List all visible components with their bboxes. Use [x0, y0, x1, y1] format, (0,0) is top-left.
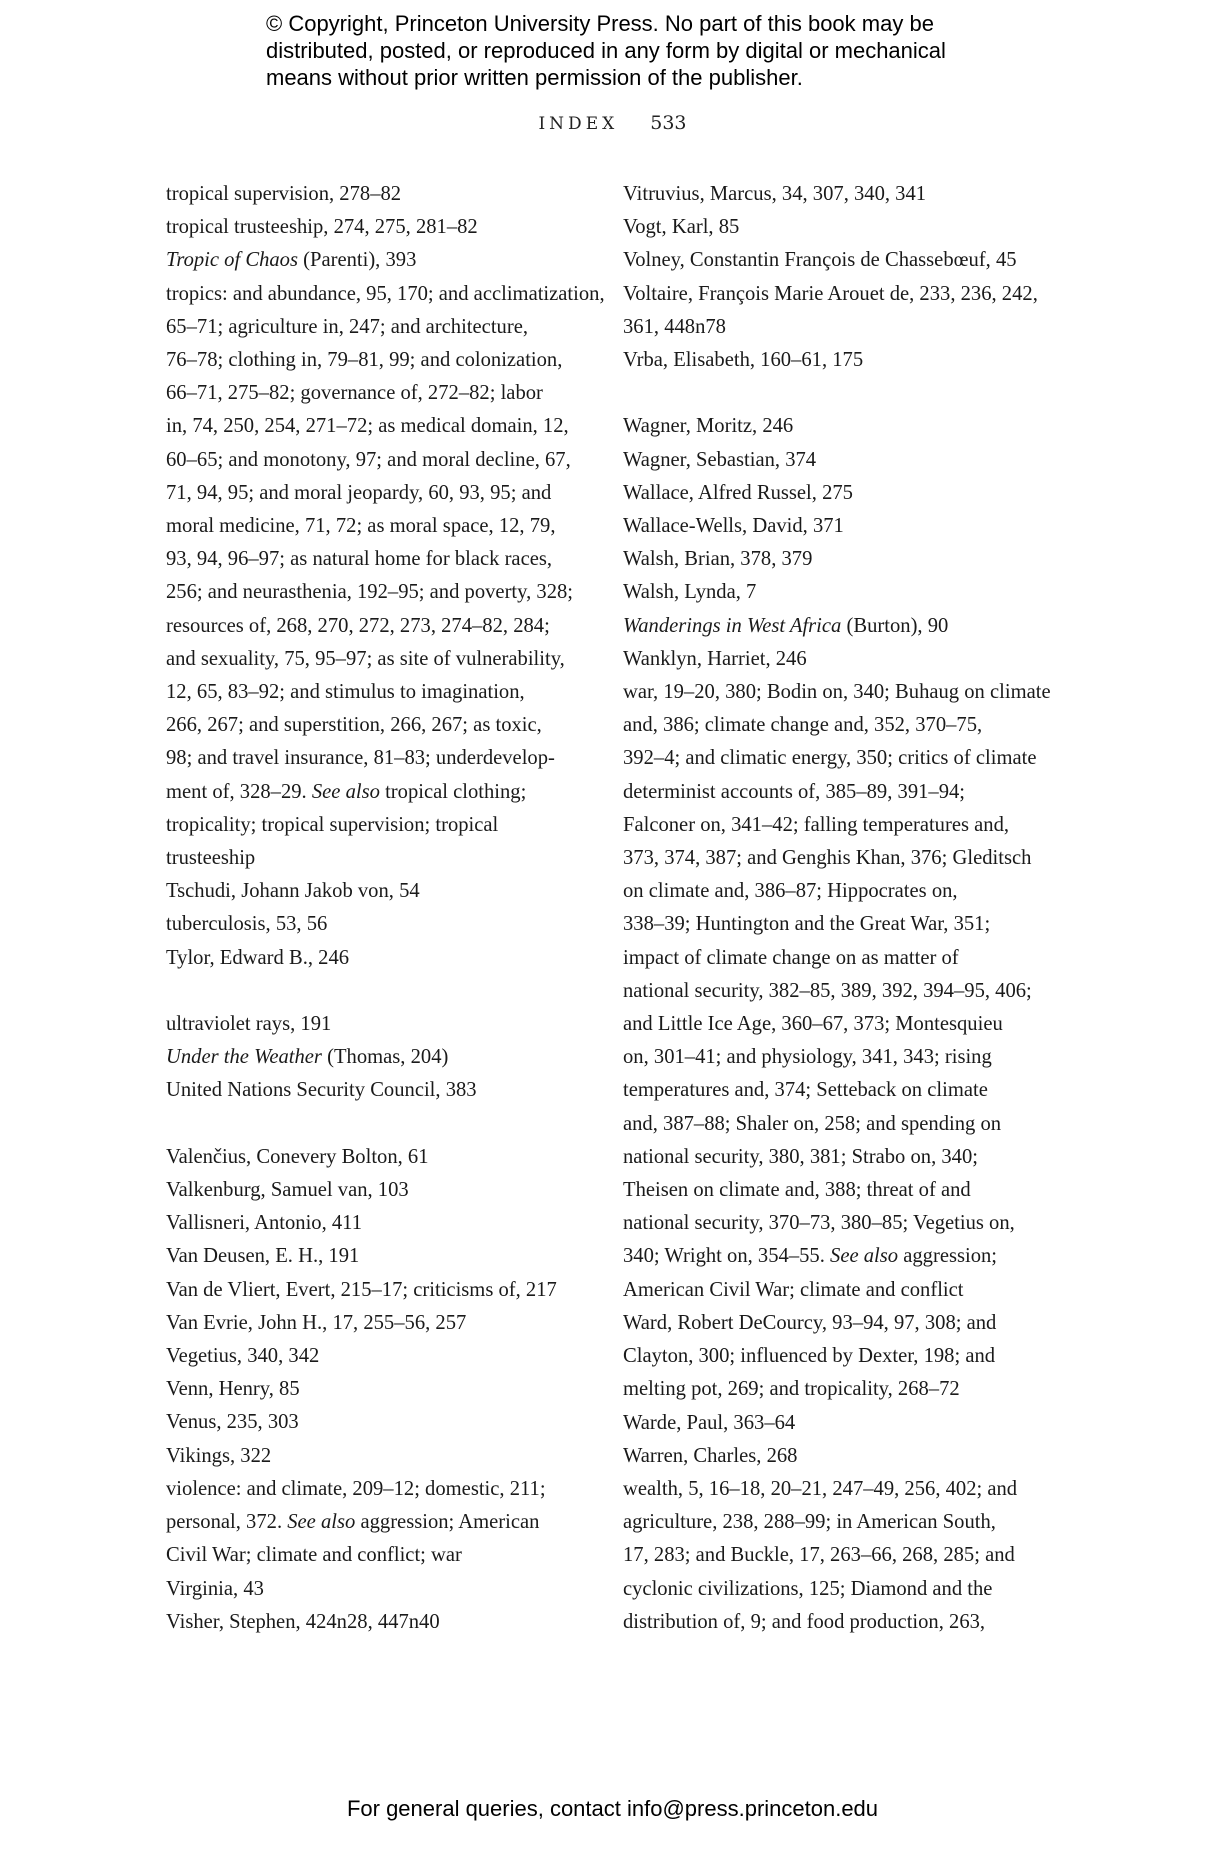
index-entry-text: Vegetius, 340, 342	[166, 1345, 320, 1368]
index-entry-line	[623, 1307, 1053, 1340]
index-entry-line	[623, 278, 1053, 311]
index-entry-line	[623, 576, 1053, 609]
index-entry-line	[166, 1340, 586, 1373]
index-entry-line	[166, 543, 586, 576]
index-entry-text: Tschudi, Johann Jakob von, 54	[166, 880, 420, 903]
index-entry-text: Vogt, Karl, 85	[623, 216, 740, 239]
index-entry	[623, 477, 1053, 510]
index-entry-line	[166, 576, 586, 609]
index-entry-line	[623, 444, 1053, 477]
index-entry	[166, 211, 586, 244]
index-entry-line	[623, 742, 1053, 775]
running-head-title: INDEX	[538, 114, 619, 134]
index-entry-text: (Thomas, 204)	[321, 1046, 449, 1069]
index-entry	[166, 1307, 586, 1340]
index-entry-line	[166, 211, 586, 244]
index-entry-line	[623, 1041, 1053, 1074]
index-entry-line	[166, 510, 586, 543]
index-entry-text: ultraviolet rays, 191	[166, 1013, 332, 1036]
index-entry-text: Theisen on climate and, 388; threat of and	[623, 1179, 971, 1202]
index-entry-line	[623, 211, 1053, 244]
index-entry-line	[623, 510, 1053, 543]
index-entry-text: Van Deusen, E. H., 191	[166, 1245, 360, 1268]
index-entry-line	[623, 1008, 1053, 1041]
index-entry-line	[623, 477, 1053, 510]
index-entry-text: ment of, 328–29.	[166, 780, 312, 803]
index-entry-line	[166, 1539, 586, 1572]
index-entry	[166, 1573, 586, 1606]
index-entry-text: Vallisneri, Antonio, 411	[166, 1212, 363, 1235]
index-entry-line	[623, 1340, 1053, 1373]
index-entry-text: Van Evrie, John H., 17, 255–56, 257	[166, 1311, 467, 1334]
index-entry-line	[623, 1174, 1053, 1207]
index-entry-text: personal, 372.	[166, 1511, 288, 1534]
index-entry-line	[166, 278, 605, 311]
index-entry-text: Wanklyn, Harriet, 246	[623, 647, 807, 670]
index-entry-text: tuberculosis, 53, 56	[166, 913, 328, 936]
index-entry-text: 266, 267; and superstition, 266, 267; as toxic,	[166, 714, 542, 737]
index-entry-line	[166, 1307, 586, 1340]
index-entry-text: 17, 283; and Buckle, 17, 263–66, 268, 285; and	[623, 1544, 1015, 1567]
index-entry-text: tropical clothing;	[379, 780, 527, 803]
index-entry-text: Wagner, Moritz, 246	[623, 415, 794, 438]
index-entry-line	[623, 1207, 1053, 1240]
index-entry-text: temperatures and, 374; Setteback on climate	[623, 1079, 988, 1102]
index-entry	[166, 1440, 586, 1473]
index-entry	[166, 908, 586, 941]
index-entry-line	[166, 1274, 586, 1307]
index-entry	[166, 1406, 586, 1439]
index-entry	[166, 1207, 586, 1240]
index-entry-line	[623, 776, 1053, 809]
index-entry-text: Vikings, 322	[166, 1444, 272, 1467]
index-entry-text: Vitruvius, Marcus, 34, 307, 340, 341	[623, 183, 927, 205]
index-entry-text: impact of climate change on as matter of	[623, 946, 959, 969]
index-entry-line	[623, 410, 1053, 443]
index-entry-text: Volney, Constantin François de Chassebœuf, 45	[623, 249, 1017, 272]
index-entry-text: in, 74, 250, 254, 271–72; as medical domain, 12,	[166, 415, 569, 438]
index-entry-text: Venn, Henry, 85	[166, 1378, 300, 1401]
index-entry-line	[166, 344, 586, 377]
index-entry-text: 60–65; and monotony, 97; and moral decline, 67,	[166, 448, 571, 471]
index-entry	[623, 543, 1053, 576]
running-head	[0, 112, 1225, 134]
index-entry-line	[623, 178, 1053, 211]
index-entry-line	[623, 942, 1053, 975]
index-entry	[166, 178, 586, 211]
index-entry-line	[166, 1041, 586, 1074]
index-entry	[623, 1440, 1053, 1473]
index-entry-line	[166, 444, 586, 477]
index-entry-line	[166, 1240, 586, 1273]
index-entry-text: tropics: and abundance, 95, 170; and acclimatization,	[166, 282, 605, 305]
index-entry-line	[623, 643, 1053, 676]
index-entry-text: aggression; American	[355, 1511, 540, 1534]
index-entry-text: Valenčius, Conevery Bolton, 61	[166, 1145, 429, 1168]
index-entry-line	[166, 942, 586, 975]
index-entry	[623, 1407, 1053, 1440]
index-entry-text: Civil War; climate and conflict; war	[166, 1544, 462, 1567]
index-entry	[623, 211, 1053, 244]
index-entry-text: 66–71, 275–82; governance of, 272–82; labor	[166, 382, 543, 405]
index-entry-text: Van de Vliert, Evert, 215–17; criticisms of, 217	[166, 1278, 557, 1301]
index-entry-line	[623, 975, 1053, 1008]
index-entry-text: on climate and, 386–87; Hippocrates on,	[623, 880, 958, 903]
index-entry-line	[623, 1539, 1053, 1572]
index-entry-text: national security, 382–85, 389, 392, 394–95, 406;	[623, 979, 1032, 1002]
index-entry-line	[623, 1274, 1053, 1307]
index-entry-text: tropical trusteeship, 274, 275, 281–82	[166, 216, 478, 239]
index-entry-text: Clayton, 300; influenced by Dexter, 198; and	[623, 1345, 996, 1368]
index-entry-italic-text: Under the Weather	[166, 1046, 322, 1069]
index-entry-line	[623, 344, 1053, 377]
index-entry	[623, 410, 1053, 443]
index-entry-text: (Parenti), 393	[297, 249, 417, 272]
index-entry-text: 361, 448n78	[623, 315, 726, 338]
index-entry-line	[166, 1473, 586, 1506]
index-entry-text: 93, 94, 96–97; as natural home for black races,	[166, 548, 553, 571]
index-entry	[166, 244, 586, 277]
index-entry-text: Warren, Charles, 268	[623, 1444, 798, 1467]
index-entry-text: 12, 65, 83–92; and stimulus to imagination,	[166, 681, 525, 704]
index-entry	[166, 1074, 586, 1107]
index-entry-text: Valkenburg, Samuel van, 103	[166, 1179, 409, 1202]
index-entry-line	[166, 676, 586, 709]
index-entry-text: distribution of, 9; and food production, 263,	[623, 1610, 986, 1633]
index-entry-line	[623, 809, 1053, 842]
index-entry-text: 256; and neurasthenia, 192–95; and poverty, 328;	[166, 581, 574, 604]
index-entry-text: Falconer on, 341–42; falling temperatures and,	[623, 813, 1010, 836]
index-entry-text: and Little Ice Age, 360–67, 373; Montesquieu	[623, 1013, 1003, 1036]
index-entry	[623, 444, 1053, 477]
index-entry-line	[166, 410, 586, 443]
index-entry	[166, 278, 605, 876]
index-entry-text: Wagner, Sebastian, 374	[623, 448, 817, 471]
index-entry-text: agriculture, 238, 288–99; in American South,	[623, 1511, 996, 1534]
index-entry-line	[623, 610, 1053, 643]
index-column-left	[166, 178, 605, 1639]
index-entry-text: Virginia, 43	[166, 1577, 264, 1600]
index-entry	[623, 244, 1053, 277]
index-entry-line	[166, 643, 586, 676]
index-entry-text: melting pot, 269; and tropicality, 268–72	[623, 1378, 960, 1401]
index-entry-italic-text: See also	[287, 1511, 356, 1534]
index-entry-text: war, 19–20, 380; Bodin on, 340; Buhaug on climate	[623, 681, 1051, 704]
index-entry-line	[623, 311, 1053, 344]
footer-contact: For general queries, contact info@press.princeton.edu	[346, 1796, 879, 1821]
index-column-right	[623, 178, 1053, 1639]
index-entry-text: national security, 380, 381; Strabo on, 340;	[623, 1145, 979, 1168]
index-entry-text: 71, 94, 95; and moral jeopardy, 60, 93, 95; and	[166, 481, 552, 504]
index-entry-text: and, 386; climate change and, 352, 370–75,	[623, 714, 983, 737]
index-entry-line	[623, 1473, 1053, 1506]
index-entry-line	[166, 1406, 586, 1439]
index-entry-line	[166, 1008, 586, 1041]
index-entry-line	[623, 1141, 1053, 1174]
index-entry-line	[166, 1141, 586, 1174]
index-entry-line	[623, 1506, 1053, 1539]
index-entry-line	[166, 809, 586, 842]
index-entry	[623, 576, 1053, 609]
index-entry-line	[166, 709, 586, 742]
index-entry-text: United Nations Security Council, 383	[166, 1079, 477, 1102]
index-entry-text: and, 387–88; Shaler on, 258; and spending on	[623, 1112, 1002, 1135]
index-entry-italic-text: Wanderings in West Africa	[623, 614, 842, 637]
index-entry-line	[623, 908, 1053, 941]
index-entry-line	[166, 742, 586, 775]
index-entry-text: and sexuality, 75, 95–97; as site of vulnerability,	[166, 647, 565, 670]
index-entry-text: 373, 374, 387; and Genghis Khan, 376; Gleditsch	[623, 847, 1032, 870]
index-entry	[166, 1041, 586, 1074]
index-entry-line	[166, 244, 586, 277]
index-entry-text: Warde, Paul, 363–64	[623, 1411, 796, 1434]
index-entry	[623, 610, 1053, 643]
index-entry-line	[623, 1407, 1053, 1440]
index-entry-text: aggression;	[898, 1245, 998, 1268]
index-entry-line	[166, 477, 586, 510]
index-entry	[623, 643, 1053, 676]
index-entry	[166, 1141, 586, 1174]
index-entry-text: tropical supervision, 278–82	[166, 183, 402, 205]
index-entry-italic-text: See also	[311, 780, 380, 803]
index-entry-line	[623, 1606, 1053, 1639]
index-entry-line	[166, 776, 586, 809]
index-entry	[623, 344, 1053, 377]
index-entry	[166, 1240, 586, 1273]
index-entry-line	[166, 1506, 586, 1539]
copyright-line: means without prior written permission of the publisher.	[266, 65, 803, 90]
index-entry-line	[166, 1573, 586, 1606]
index-entry-text: Visher, Stephen, 424n28, 447n40	[166, 1610, 440, 1633]
index-entry-text: violence: and climate, 209–12; domestic, 211;	[166, 1477, 546, 1500]
index-entry	[166, 1340, 586, 1373]
index-entry-line	[166, 1207, 586, 1240]
index-entry-text: moral medicine, 71, 72; as moral space, 12, 79,	[166, 515, 556, 538]
index-entry-text: determinist accounts of, 385–89, 391–94;	[623, 780, 966, 803]
index-entry-line	[623, 1573, 1053, 1606]
index-entry-text: American Civil War; climate and conflict	[623, 1278, 964, 1301]
index-entry-text: on, 301–41; and physiology, 341, 343; rising	[623, 1046, 992, 1069]
index-entry-line	[623, 1240, 1053, 1273]
index-entry-text: 65–71; agriculture in, 247; and architecture,	[166, 315, 528, 338]
index-entry	[623, 676, 1053, 1307]
index-entry	[166, 1274, 586, 1307]
index-entry	[166, 1008, 586, 1041]
index-entry-text: tropicality; tropical supervision; tropical	[166, 813, 499, 836]
index-entry-text: Voltaire, François Marie Arouet de, 233, 236, 242,	[623, 282, 1038, 305]
index-entry-text: Walsh, Brian, 378, 379	[623, 548, 813, 571]
index-entry-line	[623, 1440, 1053, 1473]
index-entry-line	[166, 1606, 586, 1639]
index-entry-text: 98; and travel insurance, 81–83; underdevelop-	[166, 747, 555, 770]
index-entry-text: 392–4; and climatic energy, 350; critics of climate	[623, 747, 1037, 770]
page-number: 533	[650, 112, 687, 134]
index-entry-line	[166, 842, 586, 875]
copyright-notice	[266, 10, 1006, 91]
index-entry-text: 338–39; Huntington and the Great War, 351;	[623, 913, 991, 936]
index-entry-line	[166, 1440, 586, 1473]
index-entry	[623, 178, 1053, 211]
index-entry	[623, 510, 1053, 543]
index-entry-text: wealth, 5, 16–18, 20–21, 247–49, 256, 402; and	[623, 1477, 1018, 1500]
index-entry	[166, 1174, 586, 1207]
index-entry	[166, 942, 586, 975]
copyright-line: distributed, posted, or reproduced in any form by digital or mechanical	[266, 38, 946, 63]
index-entry-line	[623, 875, 1053, 908]
index-entry-line	[623, 1074, 1053, 1107]
index-entry-italic-text: See also	[830, 1245, 899, 1268]
index-entry	[166, 875, 586, 908]
index-entry-text: Wallace-Wells, David, 371	[623, 515, 844, 538]
index-entry	[166, 1373, 586, 1406]
index-entry-text: Vrba, Elisabeth, 160–61, 175	[623, 349, 864, 372]
index-entry-text: Walsh, Lynda, 7	[623, 581, 757, 604]
index-entry-text: Tylor, Edward B., 246	[166, 946, 350, 969]
index-entry-line	[623, 543, 1053, 576]
index-entry-line	[166, 377, 586, 410]
index-entry-line	[166, 1074, 586, 1107]
index-entry-text: (Burton), 90	[841, 614, 949, 637]
index-entry-line	[623, 1373, 1053, 1406]
index-entry-text: national security, 370–73, 380–85; Vegetius on,	[623, 1212, 1015, 1235]
index-entry-line	[166, 1373, 586, 1406]
index-entry-line	[166, 908, 586, 941]
copyright-line: © Copyright, Princeton University Press. No part of this book may be	[266, 11, 934, 36]
index-entry-line	[166, 311, 586, 344]
index-entry	[166, 1606, 586, 1639]
index-entry-line	[166, 875, 586, 908]
index-entry-text: cyclonic civilizations, 125; Diamond and the	[623, 1577, 993, 1600]
index-entry-text: 76–78; clothing in, 79–81, 99; and colonization,	[166, 349, 563, 372]
index-entry-line	[166, 610, 586, 643]
index-entry-line	[623, 842, 1053, 875]
index-entry-line	[166, 178, 586, 211]
index-entry	[623, 1307, 1053, 1407]
index-entry-text: 340; Wright on, 354–55.	[623, 1245, 831, 1268]
index-entry-text: Ward, Robert DeCourcy, 93–94, 97, 308; and	[623, 1311, 997, 1334]
index-entry-text: trusteeship	[166, 847, 256, 870]
index-entry	[166, 1473, 586, 1573]
index-entry	[623, 278, 1053, 344]
index-entry-text: Venus, 235, 303	[166, 1411, 299, 1434]
index-entry-line	[623, 676, 1053, 709]
index-entry-text: Wallace, Alfred Russel, 275	[623, 481, 853, 504]
index-entry-line	[623, 1108, 1053, 1141]
index-entry-line	[623, 244, 1053, 277]
index-entry-italic-text: Tropic of Chaos	[166, 249, 298, 272]
index-entry	[623, 1473, 1053, 1639]
index-entry-line	[166, 1174, 586, 1207]
index-entry-line	[623, 709, 1053, 742]
index-entry-text: resources of, 268, 270, 272, 273, 274–82, 284;	[166, 614, 550, 637]
